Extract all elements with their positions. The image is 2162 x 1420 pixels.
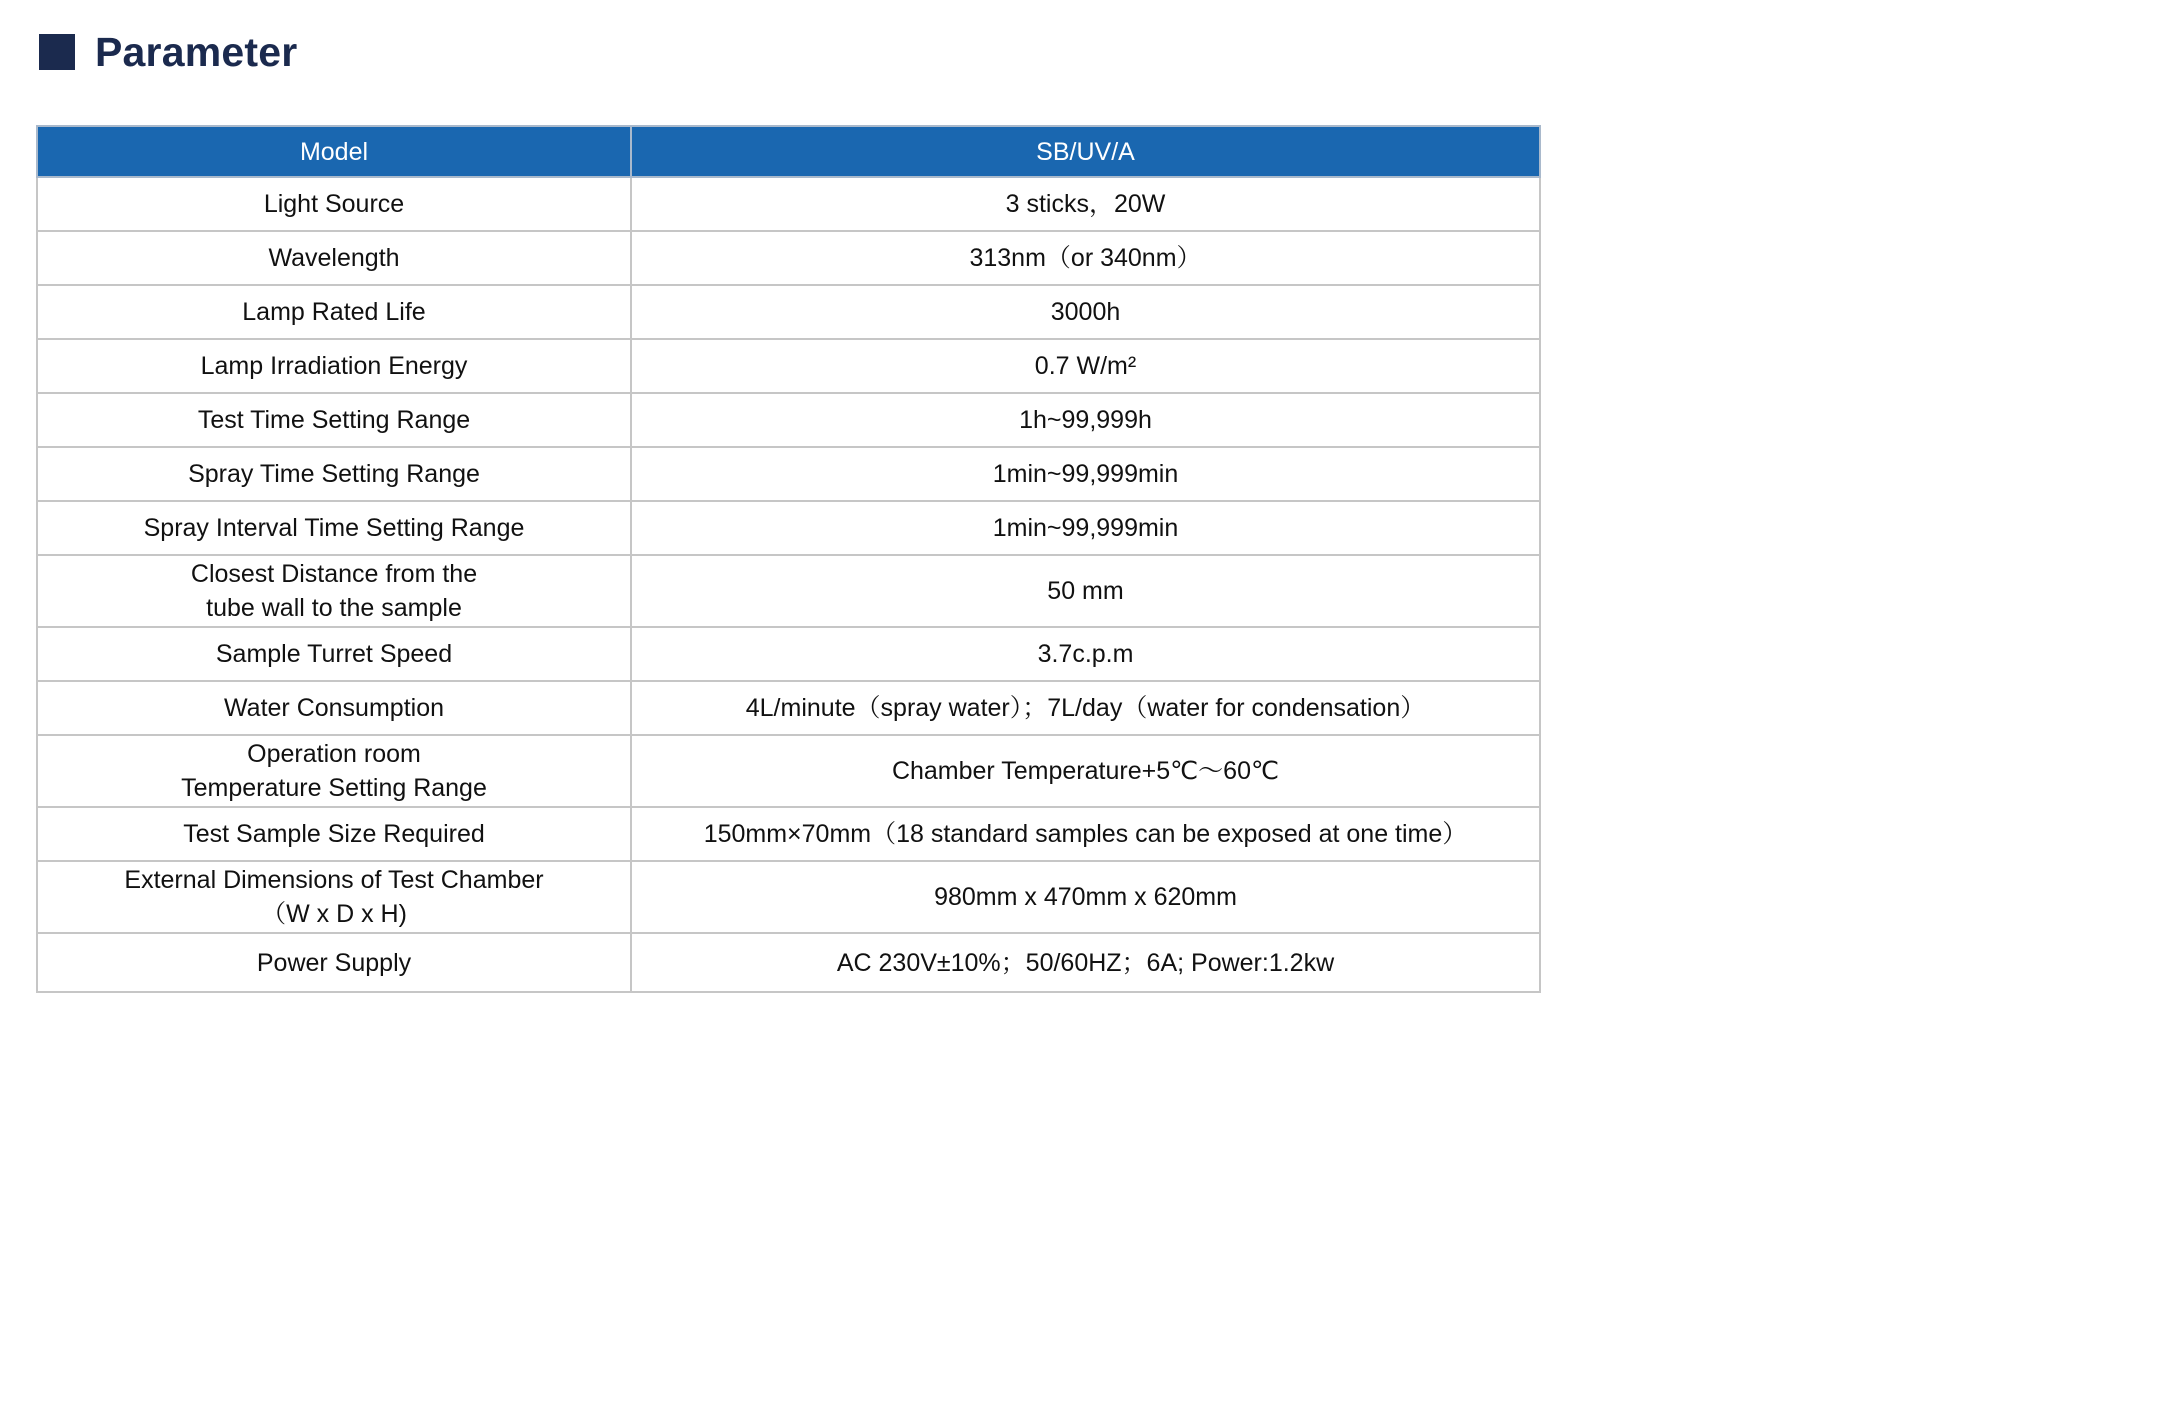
table-header-row [37, 126, 1540, 177]
param-value: 3000h [631, 285, 1540, 339]
table-row [37, 555, 1540, 627]
param-value: 980mm x 470mm x 620mm [631, 861, 1540, 933]
page-title: Parameter [95, 28, 298, 75]
param-value: AC 230V±10%；50/60HZ；6A; Power:1.2kw [631, 933, 1540, 992]
table-row [37, 177, 1540, 231]
param-label: Power Supply [37, 933, 631, 992]
table-row [37, 501, 1540, 555]
header-model-value: SB/UV/A [631, 126, 1540, 177]
param-label: Lamp Rated Life [37, 285, 631, 339]
param-value: 1min~99,999min [631, 447, 1540, 501]
param-label: Water Consumption [37, 681, 631, 735]
param-label: External Dimensions of Test Chamber （W x D x H) [37, 861, 631, 933]
param-value: 3 sticks，20W [631, 177, 1540, 231]
param-label: Operation room Temperature Setting Range [37, 735, 631, 807]
table-row [37, 627, 1540, 681]
param-value: 4L/minute（spray water）；7L/day（water for condensation） [631, 681, 1540, 735]
table-row [37, 447, 1540, 501]
table-row [37, 861, 1540, 933]
table-row [37, 933, 1540, 992]
param-value: 50 mm [631, 555, 1540, 627]
table-row [37, 681, 1540, 735]
parameter-table [36, 125, 1541, 993]
table-row [37, 231, 1540, 285]
param-value: 3.7c.p.m [631, 627, 1540, 681]
param-label: Test Sample Size Required [37, 807, 631, 861]
param-value: Chamber Temperature+5℃～60℃ [631, 735, 1540, 807]
param-value: 1min~99,999min [631, 501, 1540, 555]
table-row [37, 393, 1540, 447]
param-label: Spray Interval Time Setting Range [37, 501, 631, 555]
param-label: Test Time Setting Range [37, 393, 631, 447]
param-label: Sample Turret Speed [37, 627, 631, 681]
header-model-label: Model [37, 126, 631, 177]
table-row [37, 735, 1540, 807]
heading-square-icon [39, 34, 75, 70]
table-row [37, 339, 1540, 393]
page-heading [39, 28, 297, 76]
param-value: 150mm×70mm（18 standard samples can be exposed at one time） [631, 807, 1540, 861]
table-row [37, 807, 1540, 861]
param-label: Lamp Irradiation Energy [37, 339, 631, 393]
param-label: Spray Time Setting Range [37, 447, 631, 501]
param-label: Light Source [37, 177, 631, 231]
param-label: Closest Distance from the tube wall to the sample [37, 555, 631, 627]
param-label: Wavelength [37, 231, 631, 285]
param-value: 313nm（or 340nm） [631, 231, 1540, 285]
table-row [37, 285, 1540, 339]
param-value: 1h~99,999h [631, 393, 1540, 447]
param-value: 0.7 W/m² [631, 339, 1540, 393]
